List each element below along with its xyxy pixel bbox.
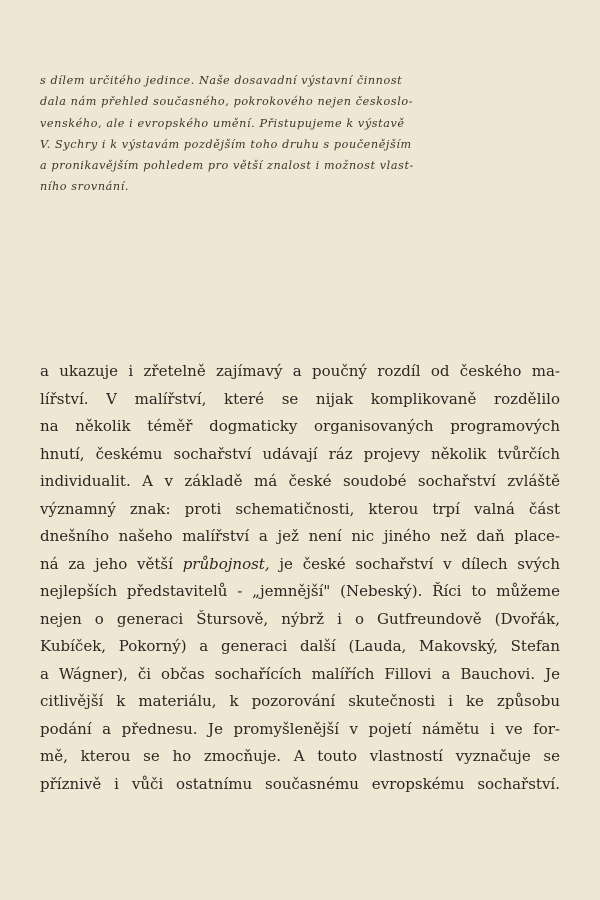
text-line: individualit. A v základě má české soudobé sochařství zvláště	[40, 472, 560, 490]
line-text-after: je české sochařství v dílech svých	[269, 554, 560, 573]
text-line: Kubíček, Pokorný) a generaci další (Lauda, Makovský, Stefan	[40, 637, 560, 655]
text-line: lířství. V malířství, které se nijak komplikovaně rozdělilo	[40, 389, 560, 408]
main-paragraph	[40, 358, 560, 798]
text-line: dala nám přehled současného, pokrokového nejen českoslo-	[40, 95, 414, 109]
text-line: hnutí, českému sochařství udávají ráz projevy několik tvůrčích	[40, 444, 560, 463]
text-line: venského, ale i evropského umění. Přistupujeme k výstavě	[40, 116, 405, 130]
text-line: a pronikavějším pohledem pro větší znalost i možnost vlast-	[40, 159, 414, 173]
text-line: na několik téměř dogmaticky organisovaných programových	[40, 417, 560, 435]
text-line: V. Sychry i k výstavám pozdějším toho druhu s poučenějším	[40, 137, 412, 151]
text-line: nejlepších představitelů - „jemnější" (Nebeský). Říci to můžeme	[40, 582, 560, 600]
text-line: ního srovnání.	[40, 180, 130, 194]
text-line: dnešního našeho malířství a jež není nic jiného než daň place-	[40, 527, 560, 545]
text-line: příznivě i vůči ostatnímu současnému evropskému sochařství.	[40, 774, 560, 793]
text-line: podání a přednesu. Je promyšlenější v pojetí námětu i ve for-	[40, 719, 560, 738]
top-paragraph	[40, 70, 460, 198]
text-line: nejen o generaci Štursově, nýbrž i o Gutfreundově (Dvořák,	[40, 609, 560, 628]
text-line: a Wágner), či občas sochařících malířích Fillovi a Bauchovi. Je	[40, 664, 560, 683]
text-line: významný znak: proti schematičnosti, kterou trpí valná část	[40, 499, 560, 518]
line-text-before: ná za jeho větší	[40, 554, 183, 573]
text-line: a ukazuje i zřetelně zajímavý a poučný rozdíl od českého ma-	[40, 362, 560, 380]
emphasized-word: průbojnost,	[182, 554, 270, 573]
text-line: mě, kterou se ho zmocňuje. A touto vlastností vyznačuje se	[40, 747, 560, 765]
text-line-with-emphasis	[40, 551, 560, 579]
text-line: citlivější k materiálu, k pozorování skutečnosti i ke způsobu	[40, 692, 560, 710]
text-line: s dílem určitého jedince. Naše dosavadní výstavní činnost	[40, 74, 403, 87]
